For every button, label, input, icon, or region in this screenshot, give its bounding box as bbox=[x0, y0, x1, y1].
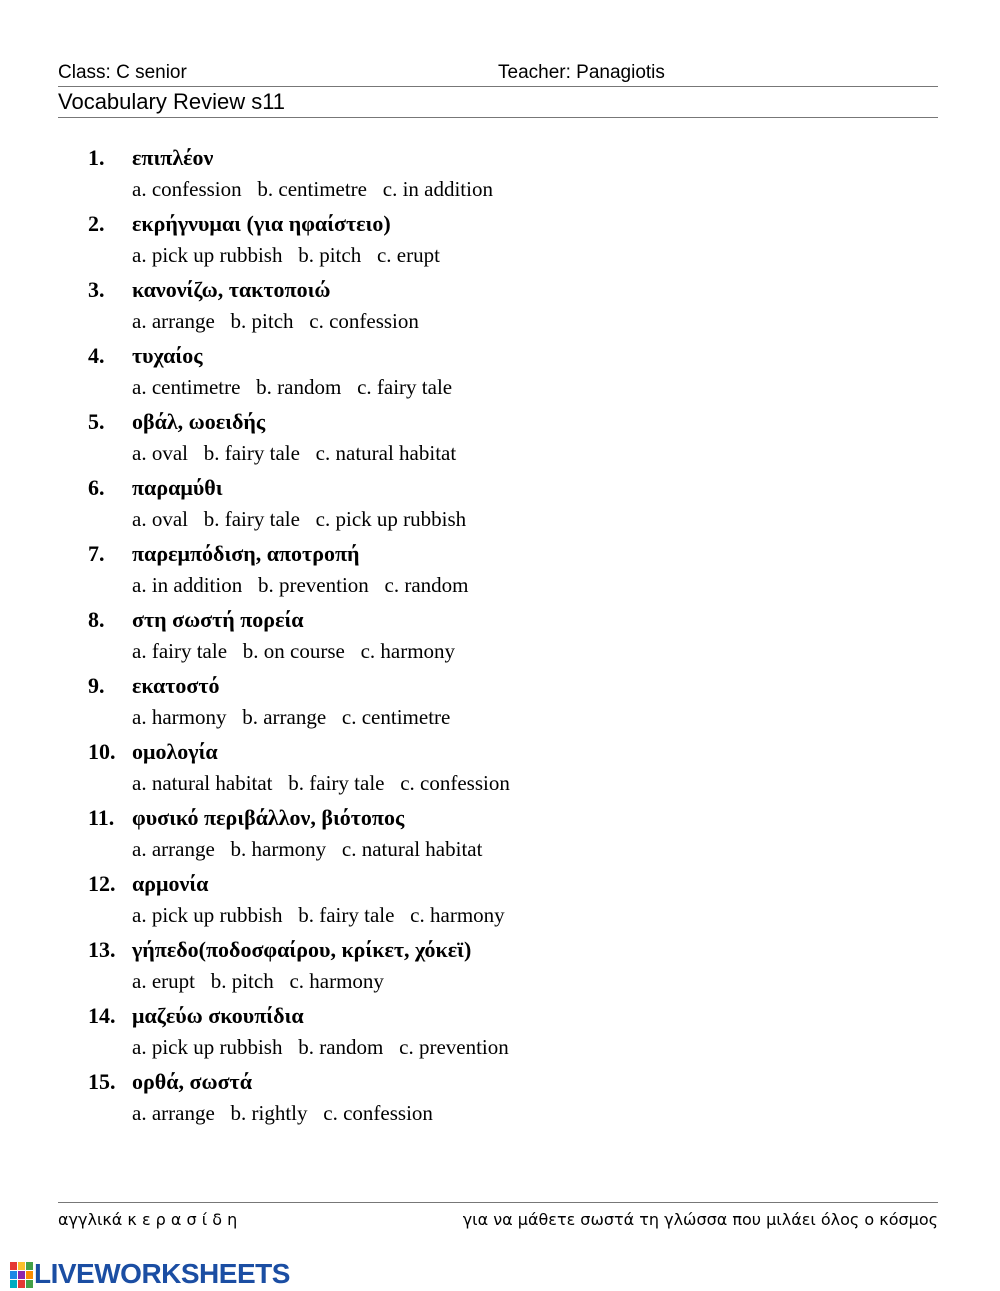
question-item bbox=[88, 803, 948, 869]
question-number: 11. bbox=[88, 805, 115, 830]
question-options: a. erupt b. pitch c. harmony bbox=[132, 969, 384, 993]
question-item bbox=[88, 1067, 948, 1133]
question-prompt bbox=[88, 209, 948, 239]
question-options: a. centimetre b. random c. fairy tale bbox=[132, 375, 453, 399]
question-number: 4. bbox=[88, 343, 105, 368]
question-options: a. arrange b. rightly c. confession bbox=[132, 1101, 433, 1125]
question-prompt bbox=[88, 1067, 948, 1097]
question-number: 13. bbox=[88, 937, 116, 962]
question-text: φυσικό περιβάλλον, βιότοπος bbox=[132, 805, 405, 830]
question-number: 14. bbox=[88, 1003, 116, 1028]
question-prompt bbox=[88, 407, 948, 437]
logo-text: LIVEWORKSHEETS bbox=[34, 1258, 290, 1289]
question-prompt bbox=[88, 737, 948, 767]
question-item bbox=[88, 935, 948, 1001]
logo-square bbox=[18, 1262, 25, 1270]
footer-right-text: για να μάθετε σωστά τη γλώσσα που μιλάει όλος ο κόσμος bbox=[462, 1210, 938, 1229]
question-text: παρεμπόδιση, αποτροπή bbox=[132, 541, 360, 566]
page-title: Vocabulary Review s11 bbox=[58, 89, 286, 114]
question-text: παραμύθι bbox=[132, 475, 223, 500]
question-item bbox=[88, 473, 948, 539]
question-number: 2. bbox=[88, 211, 105, 236]
question-text: τυχαίος bbox=[132, 343, 203, 368]
question-options: a. pick up rubbish b. fairy tale c. harmony bbox=[132, 903, 505, 927]
footer-left-text: αγγλικά κ ε ρ α σ ί δ η bbox=[58, 1210, 238, 1229]
question-item bbox=[88, 869, 948, 935]
question-text: ορθά, σωστά bbox=[132, 1069, 252, 1094]
question-item bbox=[88, 407, 948, 473]
logo-square bbox=[10, 1271, 17, 1279]
question-text: γήπεδο(ποδοσφαίρου, κρίκετ, χόκεϊ) bbox=[132, 937, 472, 962]
question-item bbox=[88, 1001, 948, 1067]
question-number: 6. bbox=[88, 475, 105, 500]
liveworksheets-logo-icon bbox=[10, 1262, 32, 1286]
question-options: a. in addition b. prevention c. random bbox=[132, 573, 469, 597]
question-number: 3. bbox=[88, 277, 105, 302]
logo-square bbox=[26, 1262, 33, 1270]
question-prompt bbox=[88, 671, 948, 701]
title-divider bbox=[58, 117, 938, 118]
question-options: a. oval b. fairy tale c. pick up rubbish bbox=[132, 507, 467, 531]
class-label: Class: C senior bbox=[58, 62, 187, 83]
question-options: a. arrange b. pitch c. confession bbox=[132, 309, 419, 333]
question-number: 1. bbox=[88, 145, 105, 170]
question-number: 8. bbox=[88, 607, 105, 632]
logo-square bbox=[10, 1262, 17, 1270]
question-item bbox=[88, 737, 948, 803]
question-number: 5. bbox=[88, 409, 105, 434]
question-number: 15. bbox=[88, 1069, 116, 1094]
question-item bbox=[88, 209, 948, 275]
question-options: a. fairy tale b. on course c. harmony bbox=[132, 639, 456, 663]
question-options: a. confession b. centimetre c. in addition bbox=[132, 177, 493, 201]
question-item bbox=[88, 143, 948, 209]
teacher-label: Teacher: Panagiotis bbox=[498, 62, 665, 83]
question-text: οβάλ, ωοειδής bbox=[132, 409, 266, 434]
question-options: a. arrange b. harmony c. natural habitat bbox=[132, 837, 483, 861]
question-number: 7. bbox=[88, 541, 105, 566]
footer-divider bbox=[58, 1202, 938, 1203]
question-options: a. harmony b. arrange c. centimetre bbox=[132, 705, 451, 729]
question-text: στη σωστή πορεία bbox=[132, 607, 304, 632]
logo-square bbox=[18, 1280, 25, 1288]
question-prompt bbox=[88, 1001, 948, 1031]
question-prompt bbox=[88, 539, 948, 569]
question-text: ομολογία bbox=[132, 739, 218, 764]
question-prompt bbox=[88, 341, 948, 371]
question-list bbox=[88, 143, 948, 1133]
question-prompt bbox=[88, 275, 948, 305]
question-prompt bbox=[88, 605, 948, 635]
question-options: a. natural habitat b. fairy tale c. confession bbox=[132, 771, 510, 795]
question-item bbox=[88, 671, 948, 737]
question-options: a. oval b. fairy tale c. natural habitat bbox=[132, 441, 457, 465]
question-text: εκρήγνυμαι (για ηφαίστειο) bbox=[132, 211, 391, 236]
question-text: αρμονία bbox=[132, 871, 209, 896]
question-prompt bbox=[88, 935, 948, 965]
question-item bbox=[88, 275, 948, 341]
logo-square bbox=[26, 1271, 33, 1279]
question-options: a. pick up rubbish b. pitch c. erupt bbox=[132, 243, 440, 267]
logo-square bbox=[10, 1280, 17, 1288]
question-text: επιπλέον bbox=[132, 145, 214, 170]
question-item bbox=[88, 341, 948, 407]
question-item bbox=[88, 605, 948, 671]
question-options: a. pick up rubbish b. random c. prevention bbox=[132, 1035, 509, 1059]
logo-square bbox=[26, 1280, 33, 1288]
question-prompt bbox=[88, 803, 948, 833]
header-divider bbox=[58, 86, 938, 87]
question-prompt bbox=[88, 473, 948, 503]
liveworksheets-logo[interactable] bbox=[10, 1258, 290, 1290]
question-prompt bbox=[88, 143, 948, 173]
question-item bbox=[88, 539, 948, 605]
question-text: μαζεύω σκουπίδια bbox=[132, 1003, 304, 1028]
question-text: κανονίζω, τακτοποιώ bbox=[132, 277, 331, 302]
question-number: 12. bbox=[88, 871, 116, 896]
question-number: 10. bbox=[88, 739, 116, 764]
question-prompt bbox=[88, 869, 948, 899]
question-text: εκατοστό bbox=[132, 673, 220, 698]
logo-square bbox=[18, 1271, 25, 1279]
question-number: 9. bbox=[88, 673, 105, 698]
